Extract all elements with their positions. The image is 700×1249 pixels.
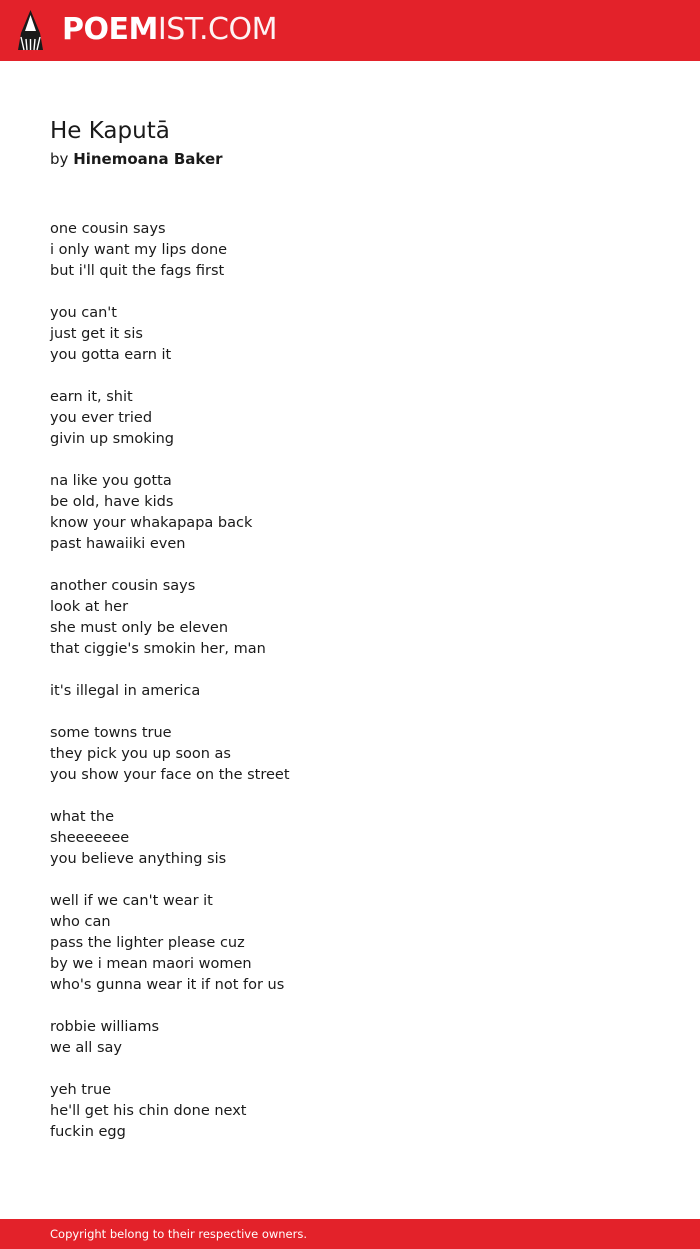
poem-line: givin up smoking <box>50 431 175 447</box>
poem-line: you show your face on the street <box>50 767 290 783</box>
poem-line: fuckin egg <box>50 1124 126 1140</box>
logo-bold-text: POEM <box>62 12 158 47</box>
poem-line: earn it, shit <box>50 389 133 405</box>
poem-line: be old, have kids <box>50 494 174 510</box>
poem-line: well if we can't wear it <box>50 893 213 909</box>
poem-stanza <box>50 891 650 996</box>
logo-light-text: IST.COM <box>157 12 277 47</box>
poem-line: who can <box>50 914 111 930</box>
poem-line: you gotta earn it <box>50 347 172 363</box>
poem-line: he'll get his chin done next <box>50 1103 247 1119</box>
poem-line: yeh true <box>50 1082 112 1098</box>
poem-line: they pick you up soon as <box>50 746 231 762</box>
poem-stanza <box>50 576 650 660</box>
poem-line: it's illegal in america <box>50 683 201 699</box>
poem-line: but i'll quit the fags first <box>50 263 225 279</box>
poem-line: by we i mean maori women <box>50 956 252 972</box>
poem-line: sheeeeeee <box>50 830 130 846</box>
poem-line: just get it sis <box>50 326 143 342</box>
poem-title: He Kaputā <box>50 118 170 144</box>
byline <box>50 148 223 170</box>
site-logo[interactable] <box>62 12 277 48</box>
poem-line: you believe anything sis <box>50 851 227 867</box>
poem-line: who's gunna wear it if not for us <box>50 977 285 993</box>
poem-line: we all say <box>50 1040 122 1056</box>
poem-stanza <box>50 219 650 282</box>
poem-line: that ciggie's smokin her, man <box>50 641 266 657</box>
poem-line: some towns true <box>50 725 172 741</box>
poem-body <box>50 219 650 1164</box>
by-label: by <box>50 150 69 168</box>
poem-line: you can't <box>50 305 117 321</box>
poem-stanza <box>50 807 650 870</box>
poem-stanza <box>50 303 650 366</box>
poem-stanza <box>50 681 650 702</box>
poem-stanza <box>50 1017 650 1059</box>
poem-line: na like you gotta <box>50 473 172 489</box>
poem-line: i only want my lips done <box>50 242 228 258</box>
site-header <box>0 0 700 61</box>
poem-line: robbie williams <box>50 1019 160 1035</box>
poem-line: past hawaiiki even <box>50 536 186 552</box>
copyright-text: Copyright belong to their respective owners. <box>50 1227 308 1241</box>
poem-line: pass the lighter please cuz <box>50 935 245 951</box>
pen-nib-icon[interactable] <box>17 9 44 51</box>
poem-line: one cousin says <box>50 221 166 237</box>
poem-line: another cousin says <box>50 578 196 594</box>
poem-stanza <box>50 723 650 786</box>
poem-stanza <box>50 471 650 555</box>
poem-line: look at her <box>50 599 129 615</box>
site-footer <box>0 1219 700 1249</box>
author-name[interactable]: Hinemoana Baker <box>73 150 223 168</box>
poem-line: what the <box>50 809 115 825</box>
poem-line: you ever tried <box>50 410 153 426</box>
poem-line: she must only be eleven <box>50 620 229 636</box>
poem-stanza <box>50 1080 650 1143</box>
poem-line: know your whakapapa back <box>50 515 253 531</box>
poem-stanza <box>50 387 650 450</box>
